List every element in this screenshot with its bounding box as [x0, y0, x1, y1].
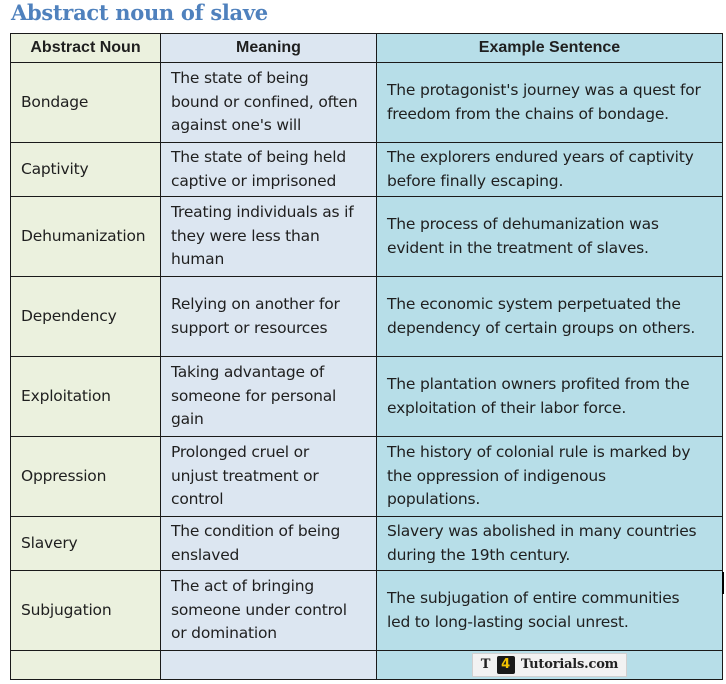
logo-mark-icon: 4	[497, 656, 515, 674]
table-header-row	[11, 34, 723, 63]
cell-meaning: The act of bringing someone under control or domination	[161, 571, 377, 651]
header-meaning: Meaning	[161, 34, 377, 63]
table-row	[11, 437, 723, 517]
table-row-footer	[11, 651, 723, 680]
cell-example: The economic system perpetuated the dependency of certain groups on others.	[377, 277, 723, 357]
cell-noun: Slavery	[11, 517, 161, 571]
cell-noun: Captivity	[11, 143, 161, 197]
table-row	[11, 571, 723, 651]
cell-meaning: The state of being held captive or imprisoned	[161, 143, 377, 197]
cell-example: The history of colonial rule is marked by the oppression of indigenous populations.	[377, 437, 723, 517]
cell-example: The process of dehumanization was evident in the treatment of slaves.	[377, 197, 723, 277]
cell-example: The explorers endured years of captivity before finally escaping.	[377, 143, 723, 197]
header-example-sentence: Example Sentence	[377, 34, 723, 63]
cell-example: The plantation owners profited from the exploitation of their labor force.	[377, 357, 723, 437]
table-row	[11, 517, 723, 571]
cell-meaning: The condition of being enslaved	[161, 517, 377, 571]
cell-noun: Dehumanization	[11, 197, 161, 277]
page-title: Abstract noun of slave	[11, 0, 268, 25]
cell-meaning: Taking advantage of someone for personal gain	[161, 357, 377, 437]
cell-meaning: Prolonged cruel or unjust treatment or control	[161, 437, 377, 517]
cell-empty	[161, 651, 377, 680]
cell-meaning: The state of being bound or confined, often against one's will	[161, 63, 377, 143]
table-row	[11, 63, 723, 143]
cell-logo	[377, 651, 723, 680]
t4tutorials-logo: T 4 Tutorials.com	[472, 653, 628, 677]
header-abstract-noun: Abstract Noun	[11, 34, 161, 63]
cell-noun: Bondage	[11, 63, 161, 143]
table-row	[11, 143, 723, 197]
table-row	[11, 197, 723, 277]
abstract-noun-table	[10, 33, 723, 680]
cell-noun: Exploitation	[11, 357, 161, 437]
table-row	[11, 277, 723, 357]
cell-noun: Oppression	[11, 437, 161, 517]
cell-meaning: Relying on another for support or resources	[161, 277, 377, 357]
text-cursor-icon	[722, 572, 724, 594]
table-row	[11, 357, 723, 437]
cell-example: The protagonist's journey was a quest for freedom from the chains of bondage.	[377, 63, 723, 143]
cell-example: Slavery was abolished in many countries during the 19th century.	[377, 517, 723, 571]
cell-noun: Dependency	[11, 277, 161, 357]
cell-meaning: Treating individuals as if they were less than human	[161, 197, 377, 277]
cell-example: The subjugation of entire communities led to long-lasting social unrest.	[377, 571, 723, 651]
cell-empty	[11, 651, 161, 680]
cell-noun: Subjugation	[11, 571, 161, 651]
